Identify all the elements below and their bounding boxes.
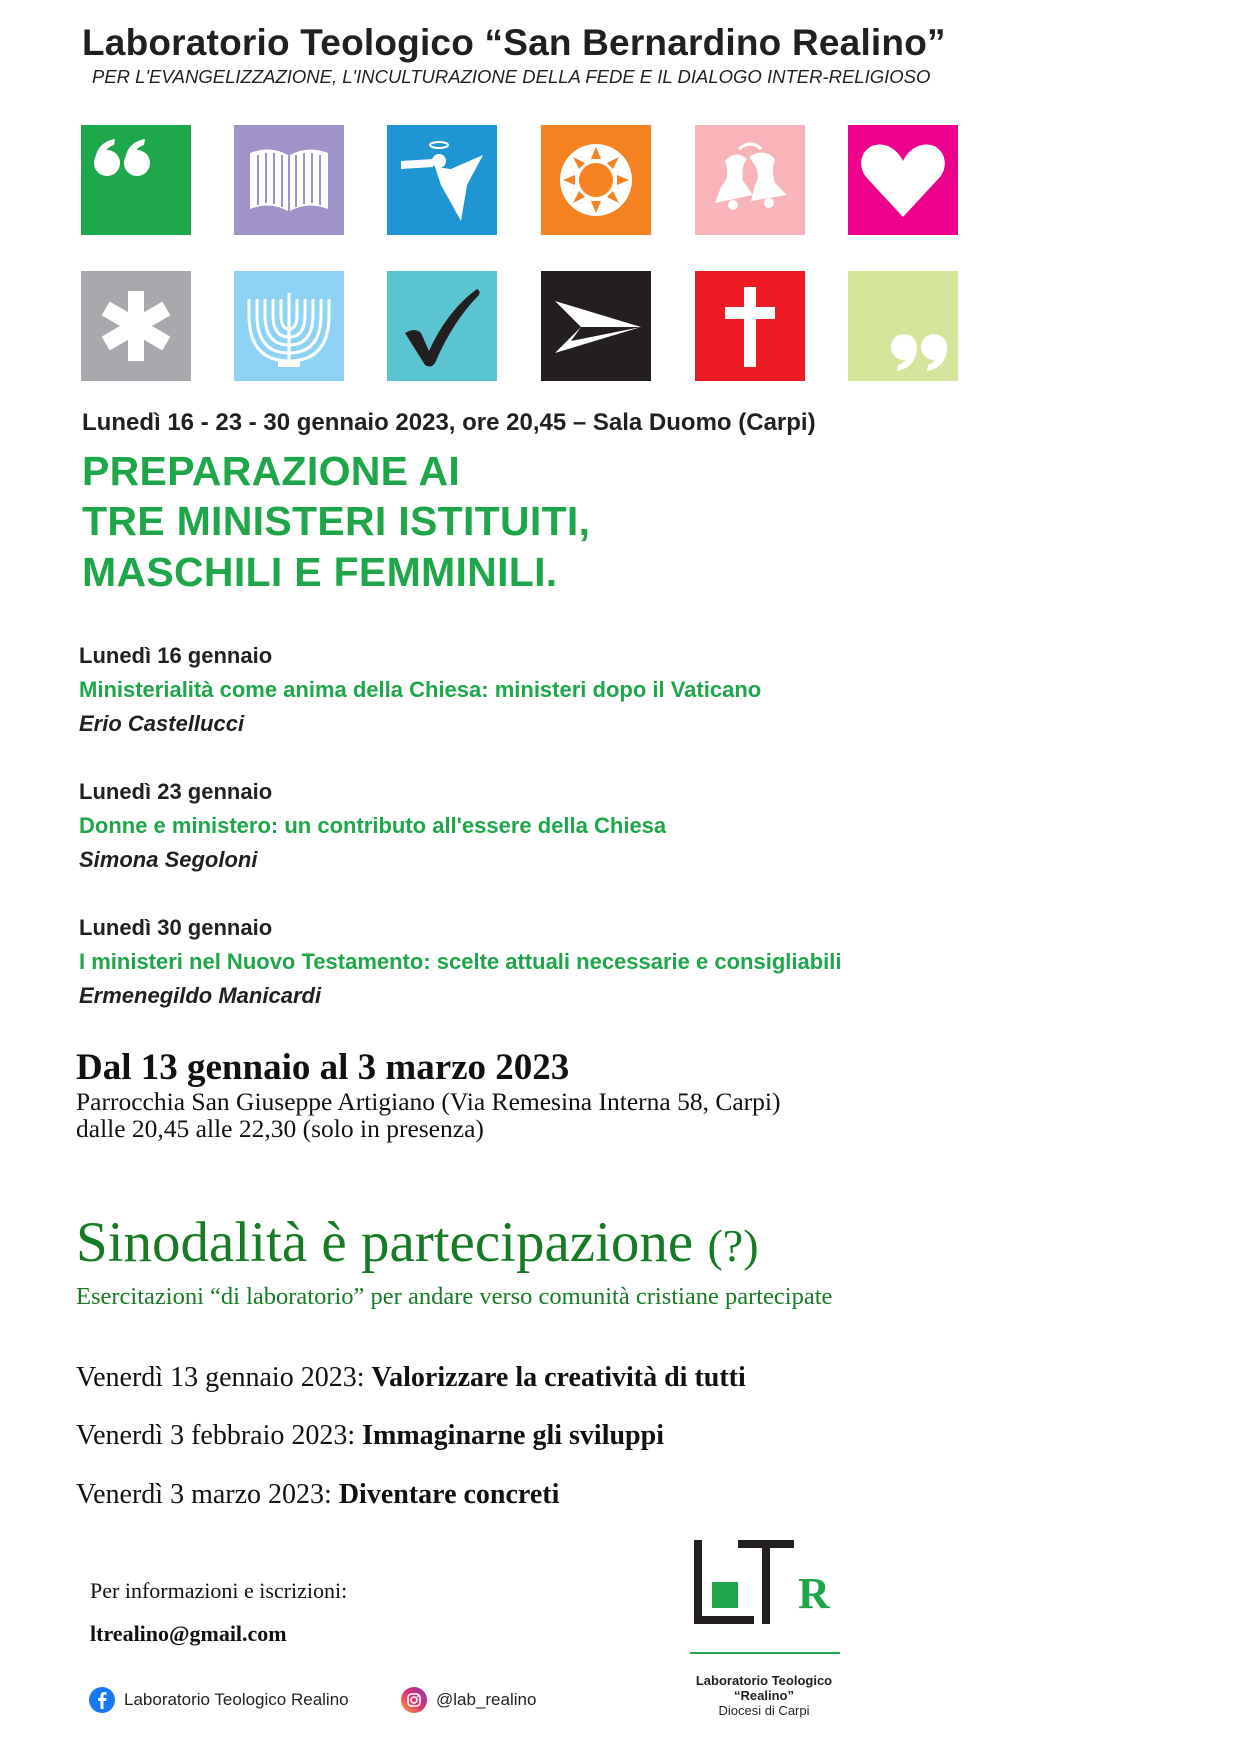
program-title: I ministeri nel Nuovo Testamento: scelte attuali necessarie e consigliabili (79, 949, 842, 974)
instagram-label: @lab_realino (436, 1690, 537, 1709)
course-location: Parrocchia San Giuseppe Artigiano (Via Remesina Interna 58, Carpi) (76, 1087, 781, 1116)
svg-text:R: R (798, 1569, 830, 1618)
logo-caption: “Realino” (734, 1688, 794, 1703)
page-title: Laboratorio Teologico “San Bernardino Realino” (82, 22, 946, 63)
quote-open-icon (81, 125, 191, 235)
menorah-icon (234, 271, 344, 381)
session-item (76, 1362, 746, 1394)
arrow-right-icon (541, 271, 651, 381)
instagram-link[interactable] (400, 1686, 536, 1714)
logo-caption: Diocesi di Carpi (718, 1703, 810, 1718)
program-date: Lunedì 30 gennaio (79, 915, 273, 940)
facebook-label: Laboratorio Teologico Realino (124, 1690, 349, 1709)
course-time: dalle 20,45 alle 22,30 (solo in presenza) (76, 1114, 484, 1143)
headline-line: PREPARAZIONE AI (82, 448, 461, 494)
session-topic: Valorizzare la creatività di tutti (371, 1362, 746, 1393)
angel-trumpet-icon (387, 125, 497, 235)
session-item (76, 1420, 664, 1452)
session-item (76, 1479, 559, 1511)
asterisk-icon (81, 271, 191, 381)
program-title: Ministerialità come anima della Chiesa: ministeri dopo il Vaticano (79, 677, 762, 702)
session-date: Venerdì 3 marzo 2023: (76, 1479, 332, 1510)
quote-close-icon (848, 271, 958, 381)
bells-icon (695, 125, 805, 235)
logo-caption: Laboratorio Teologico (695, 1673, 833, 1688)
email-link[interactable]: ltrealino@gmail.com (90, 1621, 287, 1646)
sinodalita-subtitle: Esercitazioni “di laboratorio” per andare verso comunità cristiane partecipate (76, 1283, 833, 1310)
session-date: Venerdì 13 gennaio 2023: (76, 1362, 365, 1393)
ltr-logo-icon (690, 1540, 845, 1670)
open-book-icon (234, 125, 344, 235)
session-date: Venerdì 3 febbraio 2023: (76, 1420, 356, 1451)
sun-icon (541, 125, 651, 235)
page-subtitle: PER L'EVANGELIZZAZIONE, L'INCULTURAZIONE DELLA FEDE E IL DIALOGO INTER-RELIGIOSO (92, 66, 931, 87)
program-date: Lunedì 16 gennaio (79, 643, 273, 668)
program-date: Lunedì 23 gennaio (79, 779, 273, 804)
headline-line: MASCHILI E FEMMINILI. (82, 549, 558, 595)
program-speaker: Erio Castellucci (79, 711, 245, 736)
program-speaker: Ermenegildo Manicardi (79, 983, 322, 1008)
heart-icon (848, 125, 958, 235)
instagram-icon (400, 1686, 428, 1714)
sinodalita-title (76, 1210, 759, 1275)
cross-icon (695, 271, 805, 381)
sinodalita-title-suffix: (?) (707, 1220, 759, 1271)
checkmark-icon (387, 271, 497, 381)
facebook-icon (88, 1686, 116, 1714)
facebook-link[interactable] (88, 1686, 349, 1714)
program-speaker: Simona Segoloni (79, 847, 258, 872)
event-details: Lunedì 16 - 23 - 30 gennaio 2023, ore 20,45 – Sala Duomo (Carpi) (82, 409, 816, 436)
program-title: Donne e ministero: un contributo all'essere della Chiesa (79, 813, 667, 838)
course-heading: Dal 13 gennaio al 3 marzo 2023 (76, 1047, 570, 1088)
session-topic: Diventare concreti (338, 1479, 560, 1510)
info-label: Per informazioni e iscrizioni: (90, 1578, 348, 1603)
headline-line: TRE MINISTERI ISTITUITI, (82, 498, 591, 544)
session-topic: Immaginarne gli sviluppi (362, 1420, 664, 1451)
sinodalita-title-text: Sinodalità è partecipazione (76, 1211, 694, 1274)
